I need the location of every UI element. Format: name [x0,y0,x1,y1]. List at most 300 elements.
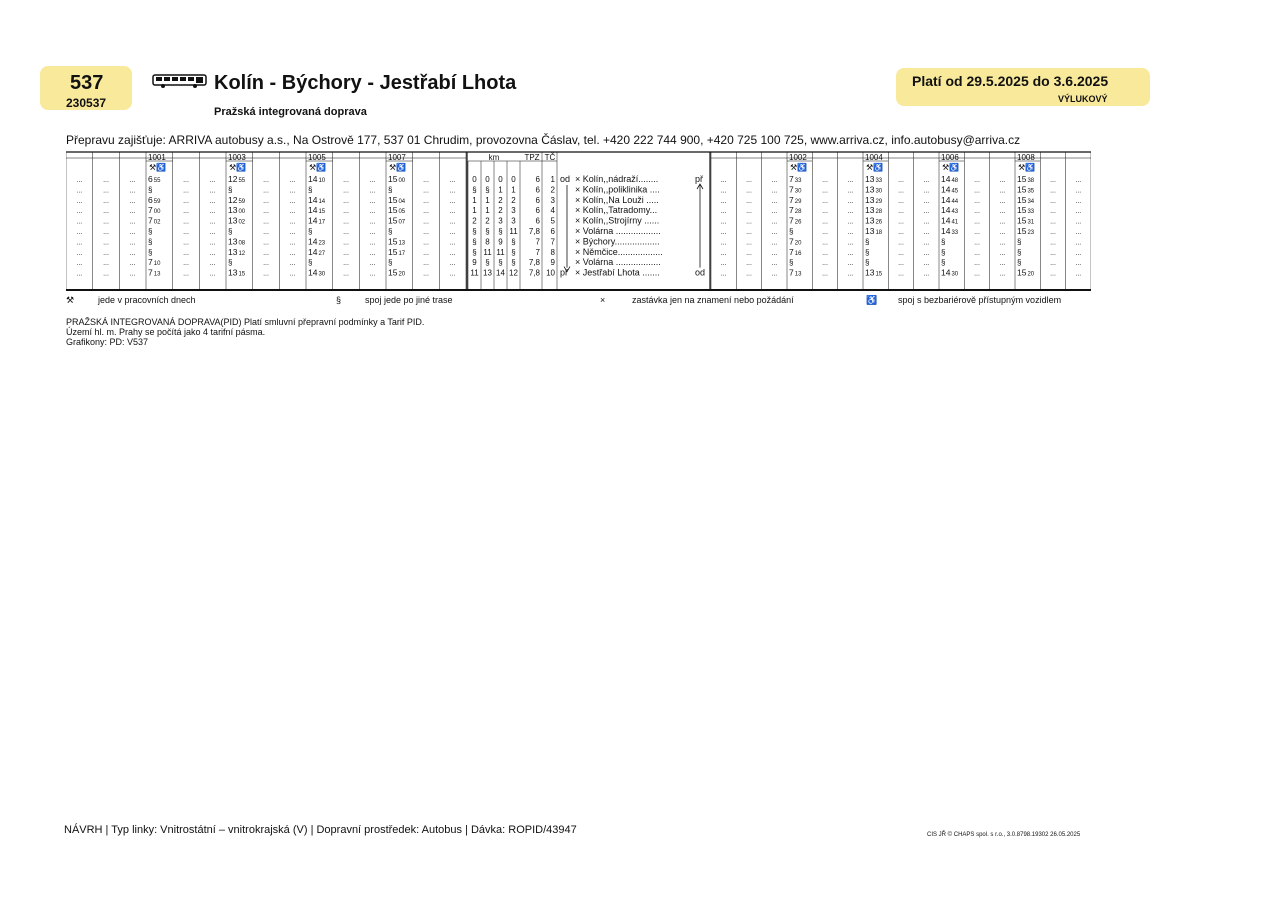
empty-cell: ... [183,260,189,268]
empty-cell: ... [771,208,778,216]
empty-cell: ... [923,218,930,226]
empty-cell: ... [369,177,376,184]
empty-cell: ... [847,270,854,278]
empty-cell: ... [847,208,854,216]
empty-cell: ... [103,187,109,195]
departure-time: 1534 [1017,194,1035,205]
empty-cell: ... [263,229,269,236]
empty-cell: ... [76,249,83,257]
empty-cell: ... [771,270,778,278]
empty-cell: ... [999,249,1006,257]
empty-cell: ... [771,239,778,247]
departure-time: 1533 [1017,205,1035,216]
trip-number: 1004 [865,153,883,162]
empty-cell: ... [999,270,1006,278]
trip-symbols: ⚒♿ [790,163,808,172]
empty-cell: ... [898,177,904,184]
empty-cell: ... [343,208,349,216]
empty-cell: ... [923,229,930,236]
departure-time: 1410 [308,174,326,184]
empty-cell: ... [183,270,189,278]
empty-cell: ... [449,260,456,268]
empty-cell: ... [847,229,854,236]
request-stop-legend-text: zastávka jen na znamení nebo požádání [632,295,794,305]
tc-value: 6 [550,227,555,236]
empty-cell: ... [1075,218,1082,226]
km-value: 11 [483,247,492,257]
empty-cell: ... [822,260,828,268]
empty-cell: ... [76,270,83,278]
departure-time: 1538 [1017,174,1035,184]
empty-cell: ... [974,260,980,268]
route-subtitle: Pražská integrovaná doprava [214,106,367,118]
empty-cell: ... [771,260,778,268]
empty-cell: ... [263,187,269,195]
km-value: 1 [498,185,503,195]
empty-cell: ... [898,208,904,216]
empty-cell: ... [263,239,269,247]
km-value: 0 [511,175,516,184]
empty-cell: ... [720,249,727,257]
stop-name: × Němčice.................. [575,246,663,257]
empty-cell: ... [129,239,136,247]
departure-time: 1308 [228,236,246,247]
empty-cell: ... [1075,239,1082,247]
empty-cell: ... [746,260,752,268]
empty-cell: ... [289,208,296,216]
tpz-value: 6 [535,175,540,184]
km-value: § [498,227,503,236]
departure-time: 1430 [308,267,326,278]
arrival-mark: př [560,267,569,278]
km-value: 12 [509,268,518,278]
empty-cell: ... [974,208,980,216]
empty-cell: ... [746,177,752,184]
notes [66,317,424,347]
empty-cell: ... [289,197,296,205]
tc-header: TČ [544,153,556,162]
km-value: 0 [498,175,503,184]
km-value: § [511,258,516,268]
empty-cell: ... [343,197,349,205]
empty-cell: ... [263,218,269,226]
km-value: 2 [498,206,503,216]
departure-time: 1448 [941,174,959,184]
empty-cell: ... [923,177,930,184]
departure-time: 1444 [941,194,959,205]
line-number: 537 [70,72,104,94]
km-value: § [511,247,516,257]
empty-cell: ... [898,249,904,257]
empty-cell: ... [423,218,429,226]
empty-cell: ... [999,239,1006,247]
departure-time: 1520 [1017,267,1035,278]
km-value: 8 [485,237,490,247]
empty-cell: ... [369,239,376,247]
km-value: 3 [511,216,516,226]
empty-cell: ... [76,187,83,195]
empty-cell: ... [1050,260,1056,268]
departure-time: 1315 [228,267,246,278]
empty-cell: ... [183,197,189,205]
other-route-mark: § [148,247,153,257]
departure-mark: od [695,267,706,278]
departure-time: 1500 [388,174,406,184]
km-value: 11 [470,268,479,278]
line-id: 230537 [66,96,107,110]
trip-number: 1005 [308,153,326,162]
empty-cell: ... [423,229,429,236]
km-value: 14 [496,268,505,278]
trip-symbols: ⚒♿ [389,163,407,172]
empty-cell: ... [263,197,269,205]
empty-cell: ... [343,260,349,268]
legend [66,295,1096,311]
empty-cell: ... [746,229,752,236]
empty-cell: ... [923,260,930,268]
empty-cell: ... [76,218,83,226]
arrival-mark: př [695,174,704,184]
empty-cell: ... [847,239,854,247]
empty-cell: ... [76,229,83,236]
other-route-mark: § [865,237,870,247]
empty-cell: ... [822,249,828,257]
empty-cell: ... [974,229,980,236]
route-title: Kolín - Býchory - Jestřabí Lhota [214,72,517,94]
empty-cell: ... [1075,197,1082,205]
empty-cell: ... [129,187,136,195]
departure-time: 1523 [1017,226,1035,236]
credit: CIS JŘ © CHAPS spol. s r.o., 3.0.8798.19302 26.05.2025 [927,832,1081,838]
other-route-mark: § [148,227,153,236]
other-route-mark: § [308,227,313,236]
other-route-mark: § [941,237,946,247]
note-line: Grafikony: PD: V537 [66,337,149,347]
empty-cell: ... [209,229,216,236]
empty-cell: ... [209,197,216,205]
empty-cell: ... [183,218,189,226]
empty-cell: ... [771,249,778,257]
departure-time: 1423 [308,236,326,247]
tpz-header: TPZ [524,153,540,162]
other-route-mark: § [148,237,153,247]
departure-time: 728 [789,205,802,216]
km-value: § [472,237,477,247]
departure-time: 1329 [865,194,883,205]
km-value: 2 [472,216,477,226]
tpz-value: 6 [535,216,540,226]
empty-cell: ... [449,218,456,226]
empty-cell: ... [209,177,216,184]
empty-cell: ... [103,249,109,257]
empty-cell: ... [898,270,904,278]
empty-cell: ... [129,270,136,278]
departure-time: 1417 [308,215,326,226]
stop-name: × Kolín,,Tatradomy... [575,205,658,216]
stop-name: × Kolín,,Strojírny ...... [575,215,660,226]
empty-cell: ... [847,249,854,257]
departure-time: 726 [789,215,802,226]
empty-cell: ... [103,239,109,247]
empty-cell: ... [1075,208,1082,216]
empty-cell: ... [923,239,930,247]
empty-cell: ... [974,197,980,205]
tc-value: 5 [550,216,555,226]
empty-cell: ... [103,208,109,216]
empty-cell: ... [423,239,429,247]
km-value: § [472,185,477,195]
km-value: § [485,227,490,236]
empty-cell: ... [263,177,269,184]
departure-time: 730 [789,184,802,195]
empty-cell: ... [720,239,727,247]
km-value: 11 [509,227,518,236]
km-value: § [511,237,516,247]
km-value: § [485,258,490,268]
empty-cell: ... [999,260,1006,268]
departure-time: 1507 [388,215,406,226]
empty-cell: ... [209,270,216,278]
tc-value: 8 [550,247,555,257]
empty-cell: ... [1050,197,1056,205]
empty-cell: ... [129,218,136,226]
stop-name: × Volárna .................. [575,257,661,268]
empty-cell: ... [129,208,136,216]
departure-time: 1517 [388,246,406,257]
empty-cell: ... [209,208,216,216]
note-line: Území hl. m. Prahy se počítá jako 4 tarifní pásma. [66,327,266,337]
tpz-value: 7,8 [528,227,540,236]
empty-cell: ... [103,197,109,205]
bus-icon [152,74,207,88]
other-route-mark: § [1017,258,1022,268]
empty-cell: ... [898,197,904,205]
empty-cell: ... [999,229,1006,236]
departure-time: 1430 [941,267,959,278]
empty-cell: ... [289,218,296,226]
empty-cell: ... [343,239,349,247]
empty-cell: ... [343,218,349,226]
validity-note: VÝLUKOVÝ [1058,94,1108,104]
departure-time: 655 [148,174,161,184]
empty-cell: ... [720,229,727,236]
empty-cell: ... [183,187,189,195]
departure-time: 1415 [308,205,326,216]
empty-cell: ... [129,197,136,205]
empty-cell: ... [183,177,189,184]
empty-cell: ... [822,208,828,216]
other-route-mark: § [388,185,393,195]
stop-name: × Kolín,,poliklinika .... [575,184,660,195]
departure-time: 713 [789,267,802,278]
empty-cell: ... [289,249,296,257]
departure-time: 713 [148,267,161,278]
barrier-free-icon: ♿ [866,295,878,305]
trip-symbols: ⚒♿ [866,163,884,172]
empty-cell: ... [822,239,828,247]
empty-cell: ... [898,229,904,236]
other-route-mark: § [789,258,794,268]
tc-value: 9 [550,258,555,268]
empty-cell: ... [1050,229,1056,236]
km-value: 11 [496,247,505,257]
empty-cell: ... [449,208,456,216]
empty-cell: ... [449,270,456,278]
empty-cell: ... [423,249,429,257]
empty-cell: ... [449,177,456,184]
km-header: km [488,153,500,162]
other-route-mark: § [228,258,233,268]
empty-cell: ... [289,270,296,278]
departure-mark: od [560,174,571,184]
tc-value: 7 [550,237,555,247]
empty-cell: ... [129,177,136,184]
other-route-legend-text: spoj jede po jiné trase [365,295,453,305]
other-route-mark: § [1017,237,1022,247]
departure-time: 1531 [1017,215,1035,226]
empty-cell: ... [822,187,828,195]
km-value: § [498,258,503,268]
empty-cell: ... [746,187,752,195]
empty-cell: ... [369,187,376,195]
departure-time: 1300 [228,205,246,216]
empty-cell: ... [449,249,456,257]
barrier-free-legend-text: spoj s bezbariérově přístupným vozidlem [898,295,1062,305]
empty-cell: ... [923,249,930,257]
empty-cell: ... [209,249,216,257]
departure-time: 1333 [865,174,883,184]
tc-value: 2 [550,185,555,195]
other-route-icon: § [336,295,342,305]
km-value: § [472,227,477,236]
other-route-mark: § [228,227,233,236]
departure-time: 1302 [228,215,246,226]
empty-cell: ... [183,229,189,236]
departure-time: 1520 [388,267,406,278]
trip-symbols: ⚒♿ [309,163,327,172]
trip-symbols: ⚒♿ [149,163,167,172]
empty-cell: ... [847,197,854,205]
km-value: 1 [472,195,477,205]
departure-time: 1443 [941,205,959,216]
departure-time: 1441 [941,215,959,226]
empty-cell: ... [369,249,376,257]
empty-cell: ... [76,239,83,247]
empty-cell: ... [369,229,376,236]
other-route-mark: § [865,258,870,268]
empty-cell: ... [1075,270,1082,278]
departure-time: 1326 [865,215,883,226]
empty-cell: ... [822,218,828,226]
empty-cell: ... [103,218,109,226]
empty-cell: ... [999,197,1006,205]
other-route-mark: § [789,227,794,236]
empty-cell: ... [1075,229,1082,236]
empty-cell: ... [103,260,109,268]
other-route-mark: § [1017,247,1022,257]
empty-cell: ... [129,260,136,268]
departure-time: 1315 [865,267,883,278]
km-value: 3 [498,216,503,226]
empty-cell: ... [898,187,904,195]
empty-cell: ... [369,208,376,216]
departure-time: 1259 [228,194,246,205]
tpz-value: 7,8 [528,268,540,278]
departure-time: 1513 [388,236,406,247]
km-value: 9 [498,237,503,247]
empty-cell: ... [343,229,349,236]
stop-name: × Volárna .................. [575,226,661,236]
empty-cell: ... [423,197,429,205]
empty-cell: ... [449,187,456,195]
departure-time: 702 [148,215,161,226]
empty-cell: ... [183,249,189,257]
empty-cell: ... [1050,249,1056,257]
trip-symbols: ⚒♿ [1018,163,1036,172]
km-value: 1 [485,206,490,216]
empty-cell: ... [289,239,296,247]
trip-symbols: ⚒♿ [229,163,247,172]
km-value: 2 [485,216,490,226]
tc-value: 1 [550,175,555,184]
tc-value: 3 [550,195,555,205]
km-value: 0 [472,175,477,184]
empty-cell: ... [999,177,1006,184]
other-route-mark: § [941,247,946,257]
empty-cell: ... [974,187,980,195]
departure-time: 733 [789,174,802,184]
empty-cell: ... [822,197,828,205]
empty-cell: ... [289,187,296,195]
empty-cell: ... [1075,249,1082,257]
empty-cell: ... [720,208,727,216]
empty-cell: ... [898,218,904,226]
trip-number: 1003 [228,153,246,162]
workdays-legend-text: jede v pracovních dnech [98,295,196,305]
departure-time: 1505 [388,205,406,216]
stop-name: × Kolín,,Na Louži ..... [575,194,659,205]
empty-cell: ... [129,249,136,257]
empty-cell: ... [923,187,930,195]
trip-number: 1008 [1017,153,1035,162]
empty-cell: ... [974,218,980,226]
empty-cell: ... [1050,239,1056,247]
empty-cell: ... [1050,187,1056,195]
tpz-value: 7 [535,237,540,247]
empty-cell: ... [183,239,189,247]
km-value: 1 [485,195,490,205]
km-value: 3 [511,206,516,216]
trip-number: 1007 [388,153,406,162]
empty-cell: ... [974,249,980,257]
empty-cell: ... [103,177,109,184]
empty-cell: ... [746,249,752,257]
empty-cell: ... [822,177,828,184]
departure-time: 1312 [228,246,246,257]
km-value: 1 [511,185,516,195]
empty-cell: ... [129,229,136,236]
empty-cell: ... [449,197,456,205]
footer: NÁVRH | Typ linky: Vnitrostátní – vnitrokrajská (V) | Dopravní prostředek: Autobus | Dávka: ROPID/43947 [64,824,577,836]
tc-value: 4 [550,206,555,216]
empty-cell: ... [771,197,778,205]
km-value: § [472,247,477,257]
other-route-mark: § [308,185,313,195]
empty-cell: ... [898,260,904,268]
empty-cell: ... [720,177,727,184]
empty-cell: ... [369,260,376,268]
empty-cell: ... [999,187,1006,195]
